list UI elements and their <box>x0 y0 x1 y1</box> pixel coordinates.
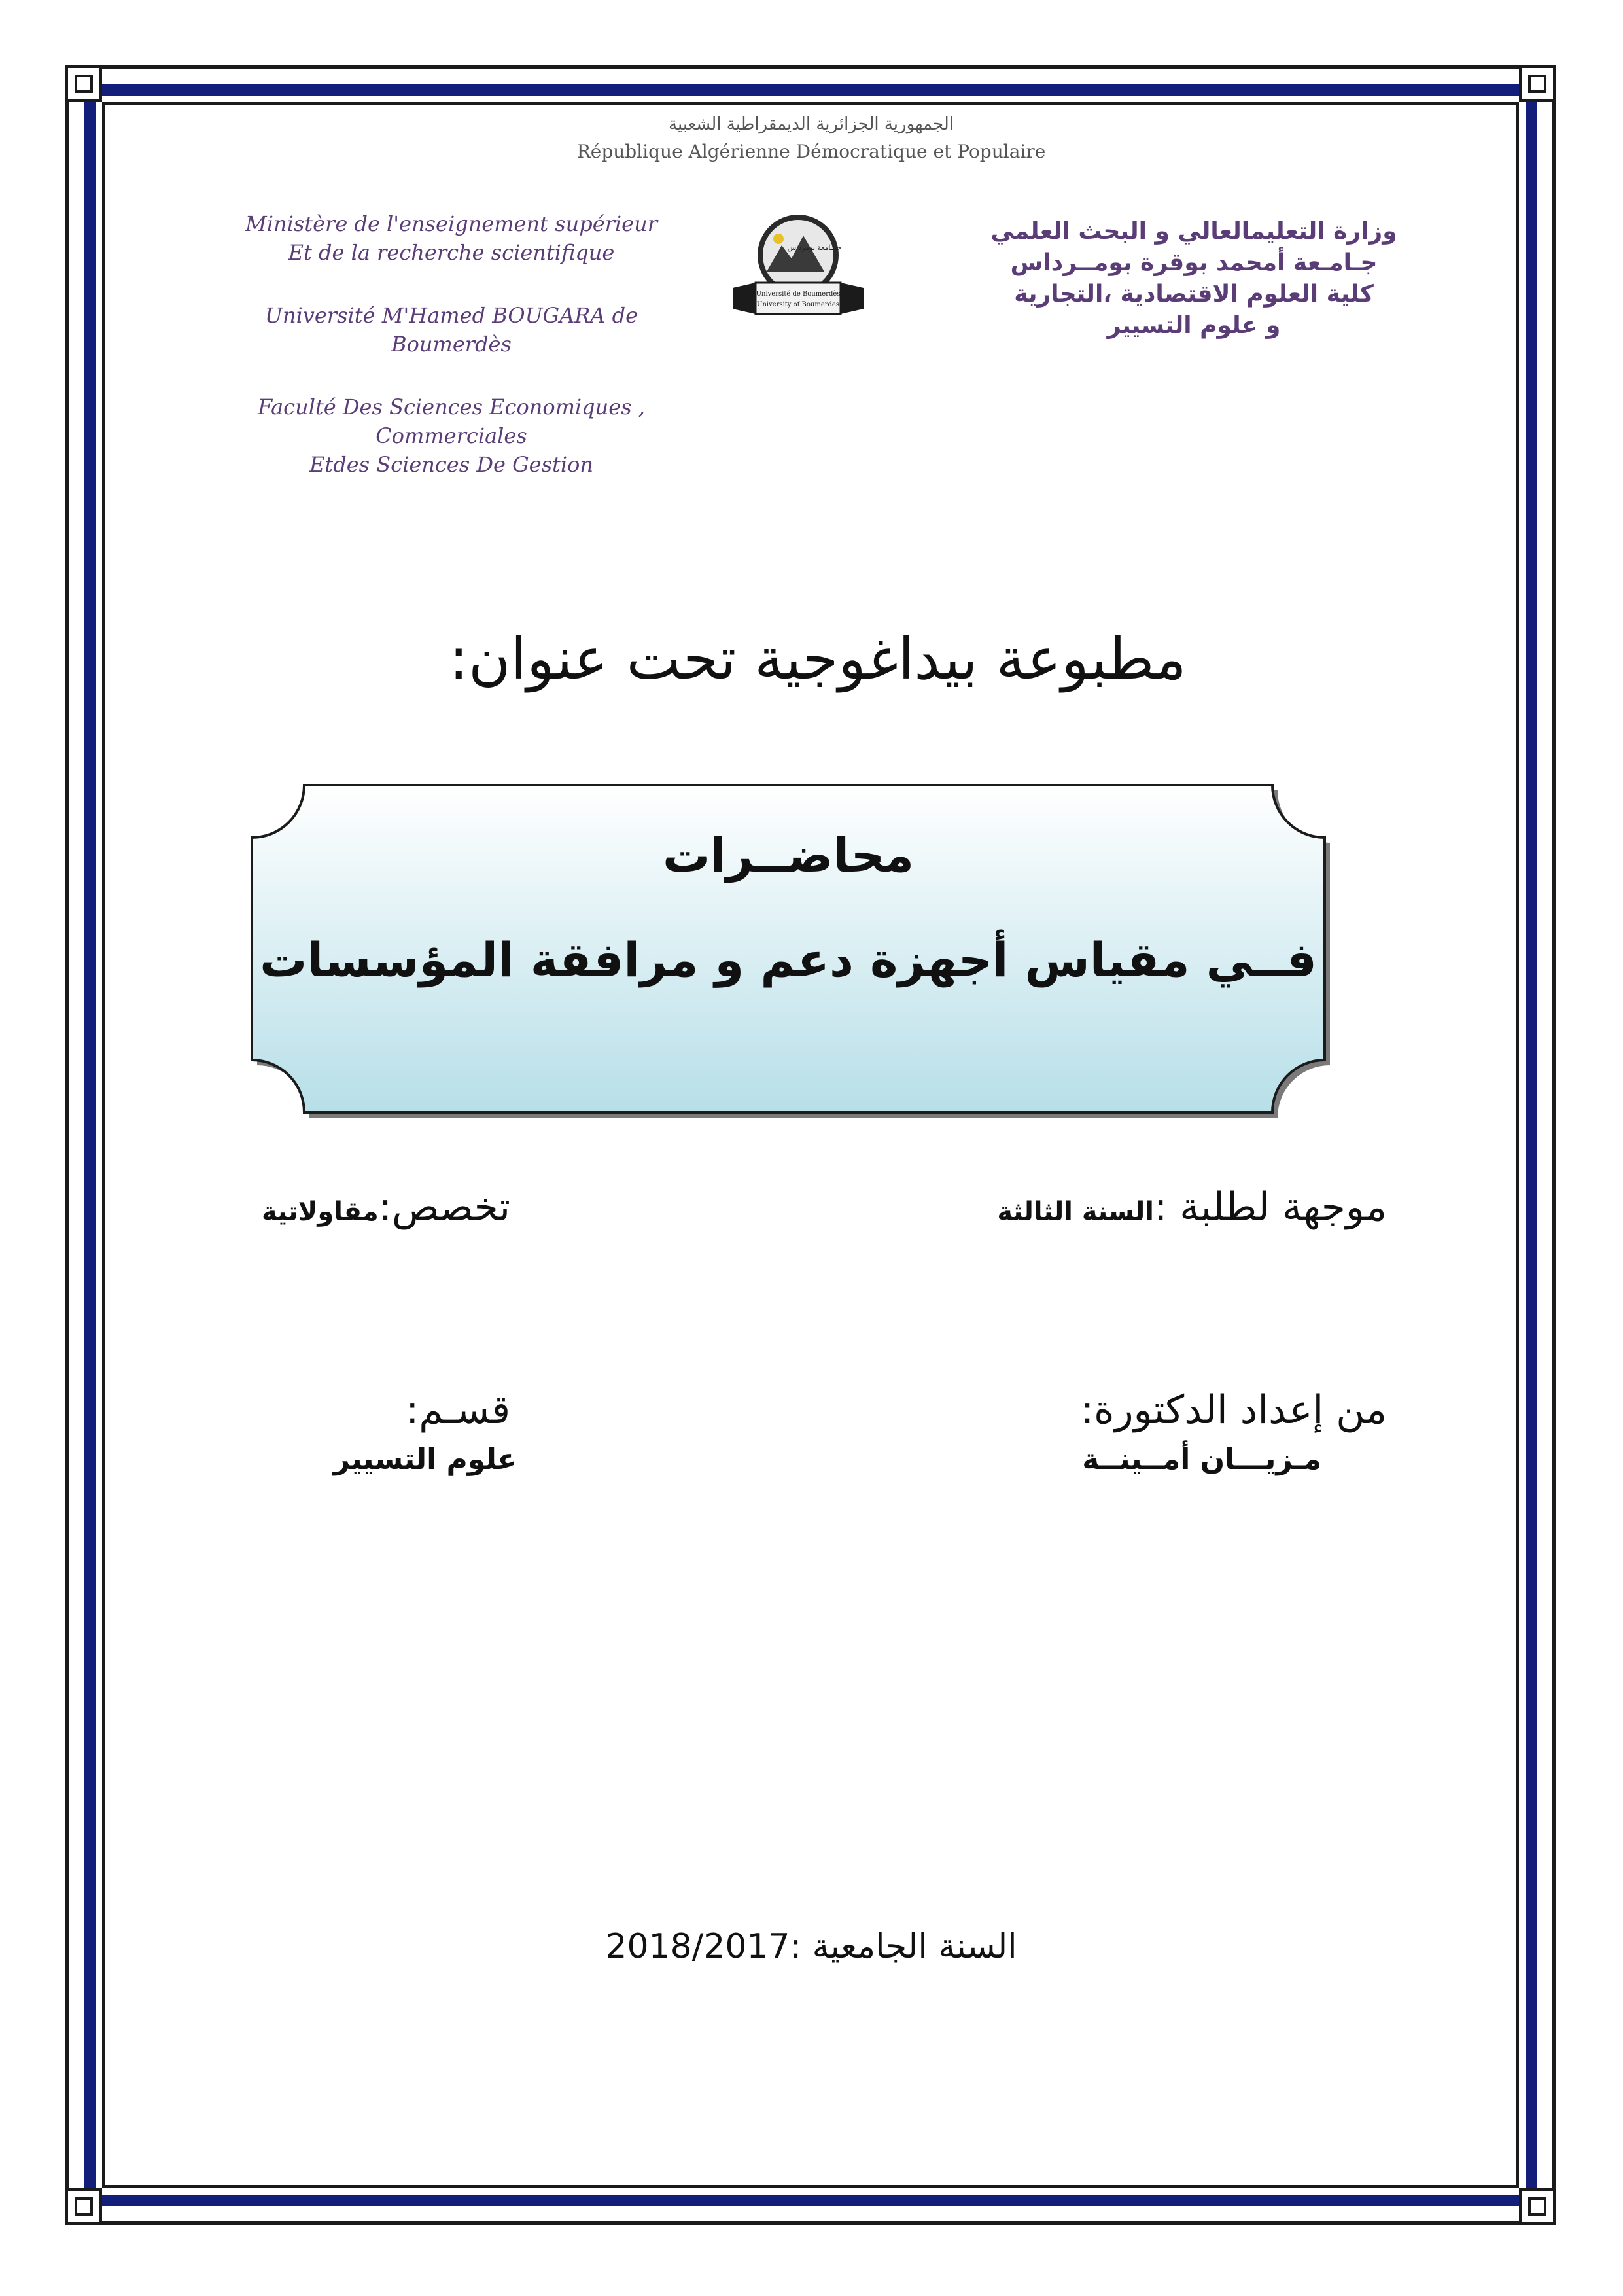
ministry-line-2: Et de la recherche scientifique <box>288 240 615 265</box>
author-name: مـزيـــان أمــينــة <box>1082 1443 1321 1476</box>
audience-row <box>850 1184 1387 1230</box>
department-label: قسـم: <box>406 1387 510 1433</box>
border-corner-bottom-left <box>65 2188 102 2225</box>
document-subtitle: مطبوعة بيداغوجية تحت عنوان: <box>449 625 1187 692</box>
ministry-line-1: Ministère de l'enseignement supérieur <box>245 211 657 236</box>
ministry-arabic: وزارة التعليمالعالي و البحث العلمي <box>990 218 1397 245</box>
faculty-arabic-line-1: كلية العلوم الاقتصادية ،التجارية <box>1014 281 1374 308</box>
specialty-value: مقاولاتية <box>261 1197 379 1227</box>
republic-name-arabic: الجمهورية الجزائرية الديمقراطية الشعبية <box>669 115 954 134</box>
border-corner-top-right <box>1519 65 1556 102</box>
university-logo-icon <box>726 209 870 327</box>
faculty-line-1: Faculté Des Sciences Economiques , Commerciales <box>258 395 645 448</box>
logo-text-french-1: Université de Boumerdès <box>756 291 841 298</box>
logo-text-french-2: University of Boumerdes <box>757 301 839 308</box>
specialty-label: تخصص: <box>378 1184 510 1230</box>
faculty-line-2: Etdes Sciences De Gestion <box>309 452 593 477</box>
university-name-arabic: جـامـعة أمحمد بوقرة بومــرداس <box>1010 249 1378 276</box>
audience-value: السنة الثالثة <box>997 1197 1154 1227</box>
border-corner-bottom-right <box>1519 2188 1556 2225</box>
institution-block-arabic <box>981 216 1406 342</box>
logo-text-arabic: جـــامعة بومرداس <box>787 243 842 252</box>
institution-block-french <box>203 209 700 479</box>
faculty-arabic-line-2: و علوم التسيير <box>1107 312 1281 339</box>
academic-year: السنة الجامعية :2018/2017 <box>605 1927 1017 1966</box>
university-name-french: Université M'Hamed BOUGARA de Boumerdès <box>264 303 638 357</box>
title-line-1: محاضــرات <box>662 828 915 883</box>
republic-name-french: République Algérienne Démocratique et Populaire <box>576 141 1046 162</box>
border-corner-top-left <box>65 65 102 102</box>
audience-label: موجهة لطلبة : <box>1153 1184 1387 1230</box>
specialty-row <box>196 1184 510 1230</box>
prepared-by-label: من إعداد الدكتورة: <box>1080 1387 1387 1433</box>
department-name: علوم التسيير <box>333 1443 517 1476</box>
title-line-2: فــي مقياس أجهزة دعم و مرافقة المؤسسات <box>260 932 1317 987</box>
